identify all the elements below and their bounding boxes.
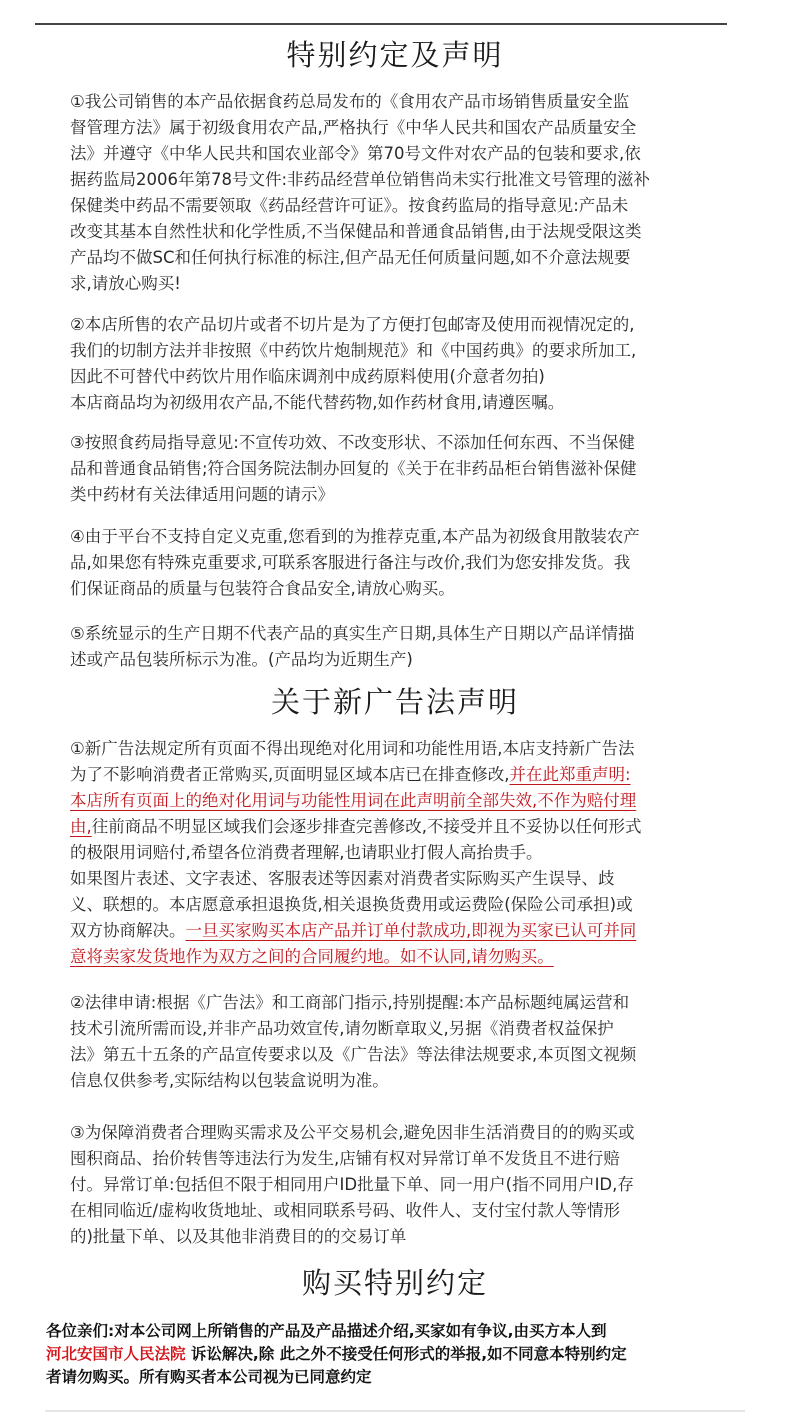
paragraph-5 [70,621,720,673]
paragraph-line: 如果图片表述、文字表述、客服表述等因素对消费者实际购买产生误导、歧 [70,869,615,888]
paragraph-line: ②本店所售的农产品切片或者不切片是为了方便打包邮寄及使用而视情况定的, [70,315,635,334]
paragraph-line: 求,请放心购买! [70,274,181,293]
paragraph-line: ④由于平台不支持自定义克重,您看到的为推荐克重,本产品为初级食用散装农产 [70,527,640,546]
paragraph-3 [70,430,720,508]
top-divider [35,23,727,25]
paragraph-line [70,788,720,814]
paragraph-line: ⑤系统显示的生产日期不代表产品的真实生产日期,具体生产日期以产品详情描 [70,624,635,643]
paragraph-line: ①新广告法规定所有页面不得出现绝对化用词和功能性用语,本店支持新广告法 [70,739,635,758]
ad-law-heading: 关于新广告法声明 [270,685,519,719]
agreement-line [46,1343,746,1366]
agreement-text: 诉讼解决,除 此之外不接受任何形式的举报,如不同意本特别约定 [190,1345,627,1363]
paragraph-line: 付。异常订单:包括但不限于相同用户ID批量下单、同一用户(指不同用户ID,存 [70,1175,634,1194]
highlighted-contract-clause: 意将卖家发货地作为双方之间的合同履约地。如不认同,请勿购买。 [70,947,554,966]
paragraph-line: 法》第五十五条的产品宣传要求以及《广告法》等法律法规要求,本页图文视频 [70,1045,637,1064]
paragraph-line: 据药监局2006年第78号文件:非药品经营单位销售尚未实行批准文号管理的滋补 [70,170,651,189]
paragraph-line: 保健类中药品不需要领取《药品经营许可证》。按食药监局的指导意见:产品未 [70,196,629,215]
paragraph-line: 产品均不做SC和任何执行标准的标注,但产品无任何质量问题,如不介意法规要 [70,248,631,267]
paragraph-line: 我们的切制方法并非按照《中药饮片炮制规范》和《中国药典》的要求所加工, [70,341,637,360]
plain-text: 为了不影响消费者正常购买,页面明显区域本店已在排查修改, [70,765,510,784]
paragraph-line: 义、联想的。本店愿意承担退换货,相关退换货费用或运费险(保险公司承担)或 [70,895,633,914]
paragraph-line: 督管理方法》属于初级食用农产品,严格执行《中华人民共和国农产品质量安全 [70,118,637,137]
paragraph-line [70,918,720,944]
paragraph-line [70,944,720,970]
plain-text: 往前商品不明显区域我们会逐步排查完善修改,不接受并且不妥协以任何形式 [91,817,642,836]
paragraph-line: ①我公司销售的本产品依据食药总局发布的《食用农产品市场销售质量安全监 [70,92,630,111]
paragraph-1 [70,89,720,297]
paragraph-line: 囤积商品、抬价转售等违法行为发生,店铺有权对异常订单不发货且不进行赔 [70,1149,620,1168]
ad-law-paragraph-2 [70,990,720,1094]
bottom-divider [45,1410,745,1412]
paragraph-line: ②法律申请:根据《广告法》和工商部门指示,持别提醒:本产品标题纯属运营和 [70,993,630,1012]
paragraph-line: 的极限用词赔付,希望各位消费者理解,也请职业打假人高抬贵手。 [70,843,543,862]
highlighted-contract-clause: 一旦买家购买本店产品并订单付款成功,即视为买家已认可并同 [185,921,637,940]
paragraph-line: 本店商品均为初级用农产品,不能代替药物,如作药材食用,请遵医嘱。 [70,393,565,412]
paragraph-4 [70,524,720,602]
highlighted-declaration: 本店所有页面上的绝对化用词与功能性用词在此声明前全部失效,不作为赔付理 [70,791,637,810]
plain-text: 双方协商解决。 [70,921,186,940]
purchase-agreement-heading: 购买特别约定 [301,1266,488,1300]
paragraph-2 [70,312,720,416]
court-name: 河北安国市人民法院 [46,1345,186,1363]
paragraph-line: 技术引流所需而设,并非产品功效宣传,请勿断章取义,另据《消费者权益保护 [70,1019,614,1038]
paragraph-line [70,814,720,840]
paragraph-line: 们保证商品的质量与包装符合食品安全,请放心购买。 [70,579,455,598]
paragraph-line: 法》并遵守《中华人民共和国农业部令》第70号文件对农产品的包装和要求,依 [70,144,641,163]
paragraph-line [70,762,720,788]
paragraph-line: 的)批量下单、以及其他非消费目的的交易订单 [70,1227,407,1246]
paragraph-line: 类中药材有关法律适用问题的请示》 [70,485,334,504]
agreement-line: 各位亲们:对本公司网上所销售的产品及产品描述介绍,买家如有争议,由买方本人到 [46,1322,607,1340]
paragraph-line: ③为保障消费者合理购买需求及公平交易机会,避免因非生活消费目的的购买或 [70,1123,635,1142]
paragraph-line: ③按照食药局指导意见:不宣传功效、不改变形状、不添加任何东西、不当保健 [70,433,635,452]
ad-law-paragraph-1 [70,736,720,970]
paragraph-line: 在相同临近/虚构收货地址、或相同联系号码、收件人、支付宝付款人等情形 [70,1201,621,1220]
paragraph-line: 品和普通食品销售;符合国务院法制办回复的《关于在非药品柜台销售滋补保健 [70,459,637,478]
highlighted-declaration: 由, [70,817,92,836]
paragraph-line: 述或产品包装所标示为准。(产品均为近期生产) [70,650,413,669]
paragraph-line: 信息仅供参考,实际结构以包装盒说明为准。 [70,1071,389,1090]
highlighted-declaration: 并在此郑重声明: [509,765,631,784]
special-agreement-heading: 特别约定及声明 [286,38,504,72]
paragraph-line: 改变其基本自然性状和化学性质,不当保健品和普通食品销售,由于法规受限这类 [70,222,642,241]
paragraph-line: 因此不可替代中药饮片用作临床调剂中成药原料使用(介意者勿拍) [70,367,545,386]
purchase-agreement-text [46,1320,746,1389]
ad-law-paragraph-3 [70,1120,720,1250]
paragraph-line: 品,如果您有特殊克重要求,可联系客服进行备注与改价,我们为您安排发货。我 [70,553,631,572]
agreement-line: 者请勿购买。所有购买者本公司视为已同意约定 [46,1368,372,1386]
